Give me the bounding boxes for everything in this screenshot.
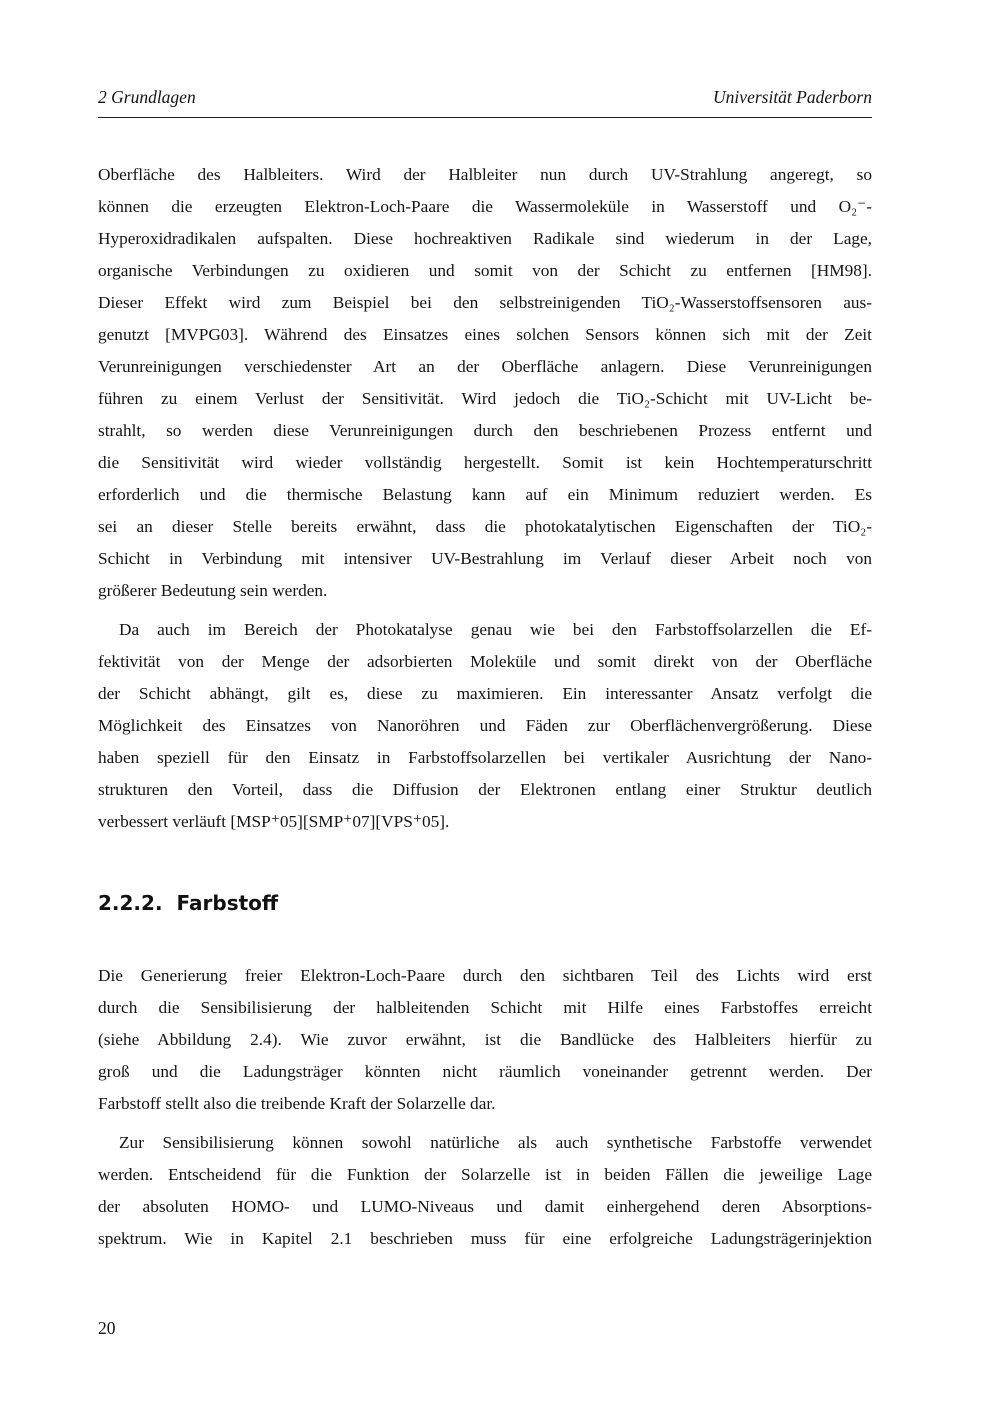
text-line: strukturen den Vorteil, dass die Diffusion der Elektronen entlang einer Struktur deutlich (98, 780, 872, 799)
section-number: 2.2.2. (98, 891, 163, 915)
page-number: 20 (98, 1318, 116, 1338)
text-line: Da auch im Bereich der Photokatalyse genau wie bei den Farbstoffsolarzellen die Ef- (119, 620, 872, 639)
text-line: organische Verbindungen zu oxidieren und somit von der Schicht zu entfernen [HM98]. (98, 261, 872, 280)
text-line: (siehe Abbildung 2.4). Wie zuvor erwähnt, ist die Bandlücke des Halbleiters hierfür zu (98, 1030, 872, 1049)
text-line: haben speziell für den Einsatz in Farbstoffsolarzellen bei vertikaler Ausrichtung der Nano- (98, 748, 872, 767)
text-line: der Schicht abhängt, gilt es, diese zu maximieren. Ein interessanter Ansatz verfolgt die (98, 684, 872, 703)
text-line: Hyperoxidradikalen aufspalten. Diese hochreaktiven Radikale sind wiederum in der Lage, (98, 229, 872, 248)
text-line: der absoluten HOMO- und LUMO-Niveaus und damit einhergehend deren Absorptions- (98, 1197, 872, 1216)
section-heading (98, 890, 872, 916)
text-line: fektivität von der Menge der adsorbierten Moleküle und somit direkt von der Oberfläche (98, 652, 872, 671)
page-header (98, 86, 872, 118)
text-line: Schicht in Verbindung mit intensiver UV-Bestrahlung im Verlauf dieser Arbeit noch von (98, 549, 872, 568)
paragraph (98, 960, 872, 1120)
header-institution-label: Universität Paderborn (713, 87, 872, 107)
text-line: die Sensitivität wird wieder vollständig hergestellt. Somit ist kein Hochtemperaturschritt (98, 453, 872, 472)
section-title: Farbstoff (176, 891, 279, 915)
page-body (98, 159, 872, 1255)
text-line: Möglichkeit des Einsatzes von Nanoröhren und Fäden zur Oberflächenvergrößerung. Diese (98, 716, 872, 735)
text-line: werden. Entscheidend für die Funktion der Solarzelle ist in beiden Fällen die jeweilige Lage (98, 1165, 872, 1184)
text-line: Dieser Effekt wird zum Beispiel bei den selbstreinigenden TiO₂-Wasserstoffsensoren aus- (98, 293, 872, 312)
text-line: Farbstoff stellt also die treibende Kraft der Solarzelle dar. (98, 1094, 496, 1113)
text-line: verbessert verläuft [MSP⁺05][SMP⁺07][VPS⁺05]. (98, 812, 450, 831)
paragraph (98, 159, 872, 607)
text-line: führen zu einem Verlust der Sensitivität. Wird jedoch die TiO₂-Schicht mit UV-Licht be- (98, 389, 872, 408)
text-line: durch die Sensibilisierung der halbleitenden Schicht mit Hilfe eines Farbstoffes erreicht (98, 998, 872, 1017)
text-line: sei an dieser Stelle bereits erwähnt, dass die photokatalytischen Eigenschaften der TiO₂- (98, 517, 872, 536)
text-line: spektrum. Wie in Kapitel 2.1 beschrieben muss für eine erfolgreiche Ladungsträgerinjektion (98, 1229, 872, 1248)
paragraph (98, 614, 872, 838)
text-line: Zur Sensibilisierung können sowohl natürliche als auch synthetische Farbstoffe verwendet (119, 1133, 872, 1152)
text-line: größerer Bedeutung sein werden. (98, 581, 328, 600)
text-line: Die Generierung freier Elektron-Loch-Paare durch den sichtbaren Teil des Lichts wird erst (98, 966, 872, 985)
page-footer (98, 1317, 116, 1339)
text-line: erforderlich und die thermische Belastung kann auf ein Minimum reduziert werden. Es (98, 485, 872, 504)
paragraph (98, 1127, 872, 1255)
text-line: Verunreinigungen verschiedenster Art an der Oberfläche anlagern. Diese Verunreinigungen (98, 357, 872, 376)
text-line: genutzt [MVPG03]. Während des Einsatzes eines solchen Sensors können sich mit der Zeit (98, 325, 872, 344)
text-line: strahlt, so werden diese Verunreinigungen durch den beschriebenen Prozess entfernt und (98, 421, 872, 440)
text-line: Oberfläche des Halbleiters. Wird der Halbleiter nun durch UV-Strahlung angeregt, so (98, 165, 872, 184)
header-chapter-label: 2 Grundlagen (98, 87, 196, 107)
text-line: groß und die Ladungsträger könnten nicht räumlich voneinander getrennt werden. Der (98, 1062, 872, 1081)
text-line: können die erzeugten Elektron-Loch-Paare die Wassermoleküle in Wasserstoff und O₂⁻- (98, 197, 872, 216)
